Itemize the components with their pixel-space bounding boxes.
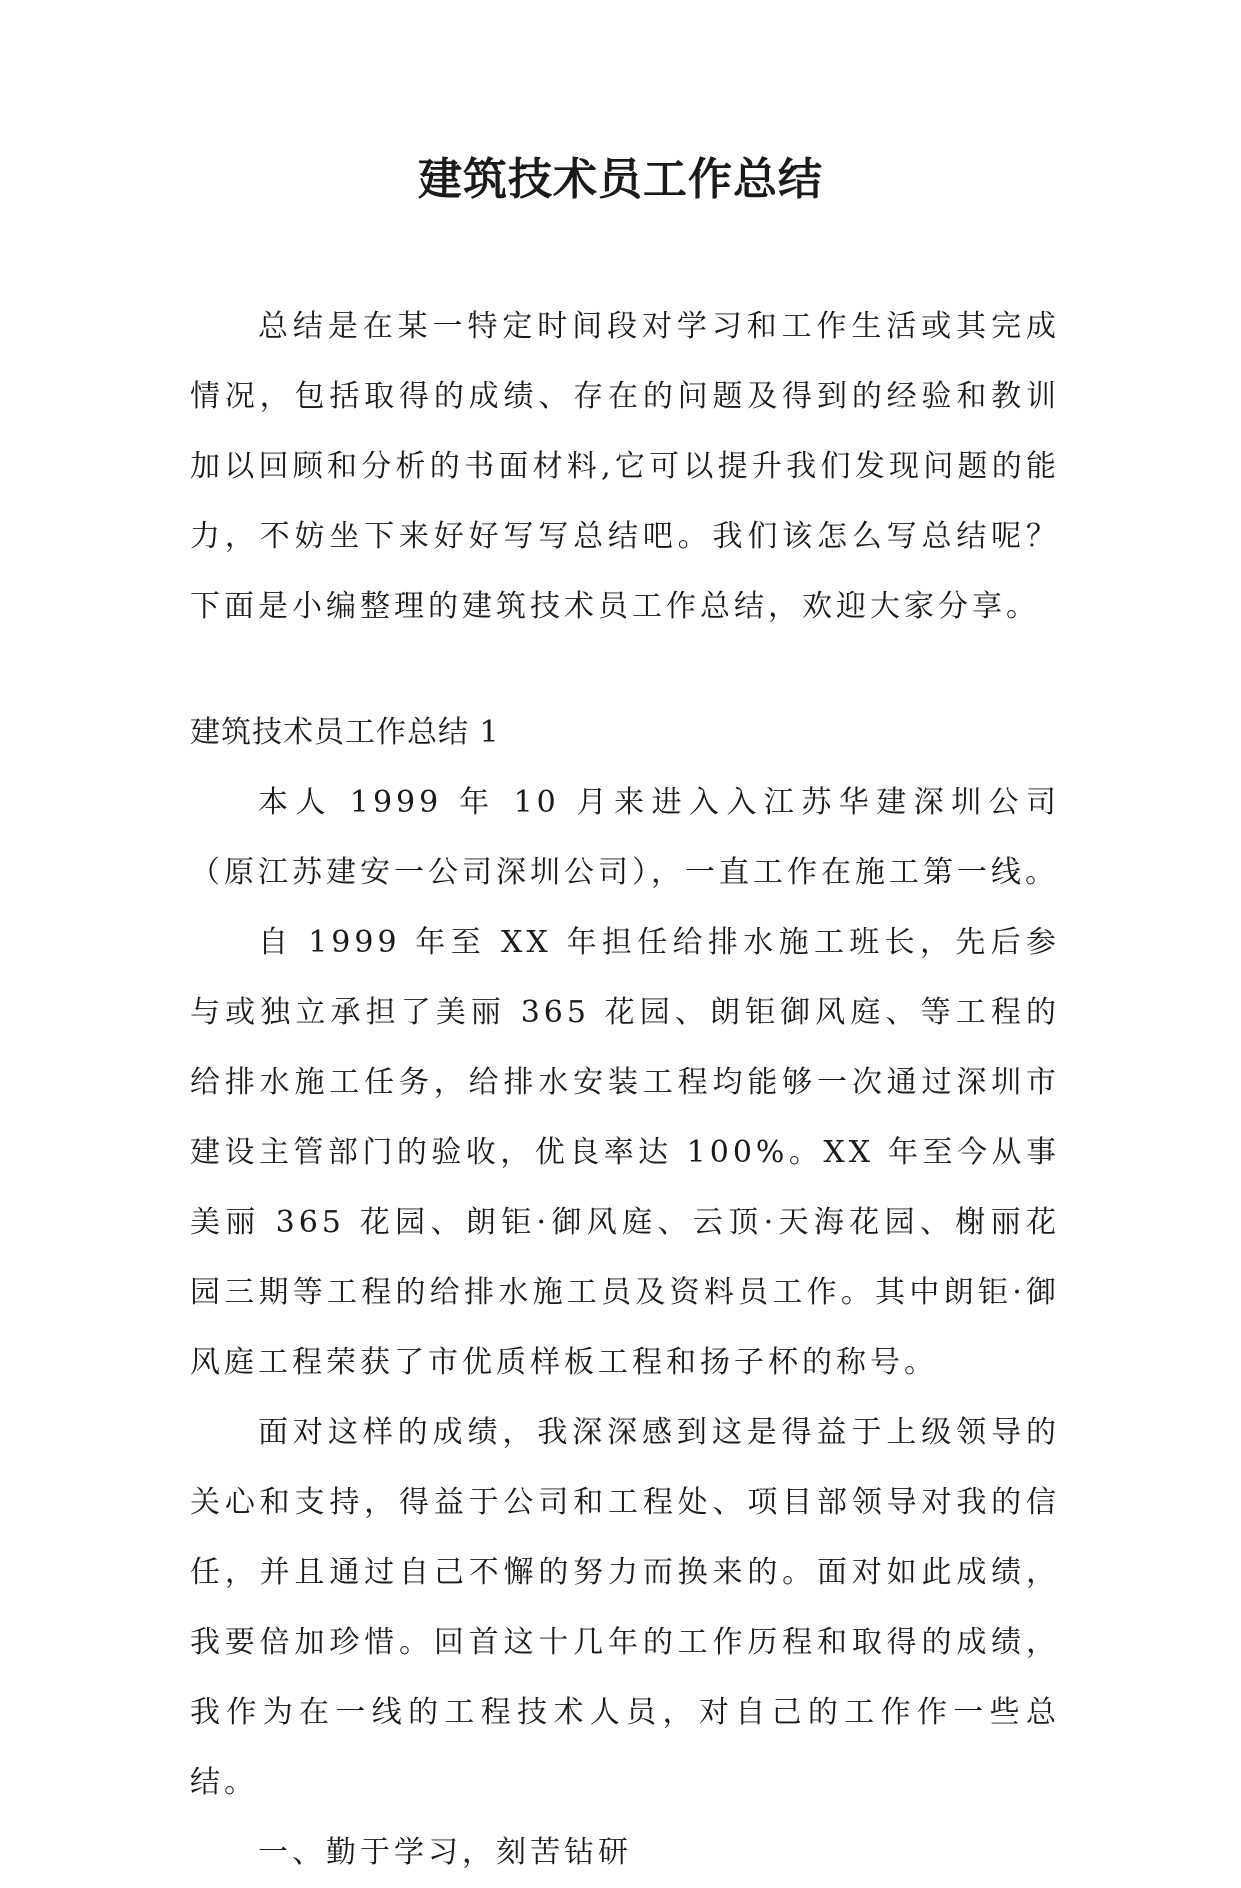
document-body xyxy=(190,292,1060,1888)
body-paragraph-1: 本人 1999 年 10 月来进入入江苏华建深圳公司（原江苏建安一公司深圳公司），一直工作在施工第一线。 xyxy=(190,785,1060,890)
subsection-heading: 一、勤于学习，刻苦钻研 xyxy=(258,1835,632,1870)
body-paragraph-2: 自 1999 年至 XX 年担任给排水施工班长，先后参与或独立承担了美丽 365 花园、朗钜御风庭、等工程的给排水施工任务，给排水安装工程均能够一次通过深圳市建设主管部门的验收，优良率达 100%。XX 年至今从事美丽 365 花园、朗钜·御风庭、云顶·天海花园、榭丽花园三期等工程的给排水施工员及资料员工作。其中朗钜·御风庭工程荣获了市优质样板工程和扬子杯的称号。 xyxy=(190,925,1060,1380)
intro-paragraph: 总结是在某一特定时间段对学习和工作生活或其完成情况，包括取得的成绩、存在的问题及得到的经验和教训加以回顾和分析的书面材料,它可以提升我们发现问题的能力，不妨坐下来好好写写总结吧。我们该怎么写总结呢？下面是小编整理的建筑技术员工作总结，欢迎大家分享。 xyxy=(190,309,1060,624)
body-paragraph-3: 面对这样的成绩，我深深感到这是得益于上级领导的关心和支持，得益于公司和工程处、项目部领导对我的信任，并且通过自己不懈的努力而换来的。面对如此成绩，我要倍加珍惜。回首这十几年的工作历程和取得的成绩，我作为在一线的工程技术人员，对自己的工作作一些总结。 xyxy=(190,1415,1060,1800)
section-heading: 建筑技术员工作总结 1 xyxy=(190,715,500,750)
document-title: 建筑技术员工作总结 xyxy=(418,154,823,205)
spacer xyxy=(190,642,1060,698)
